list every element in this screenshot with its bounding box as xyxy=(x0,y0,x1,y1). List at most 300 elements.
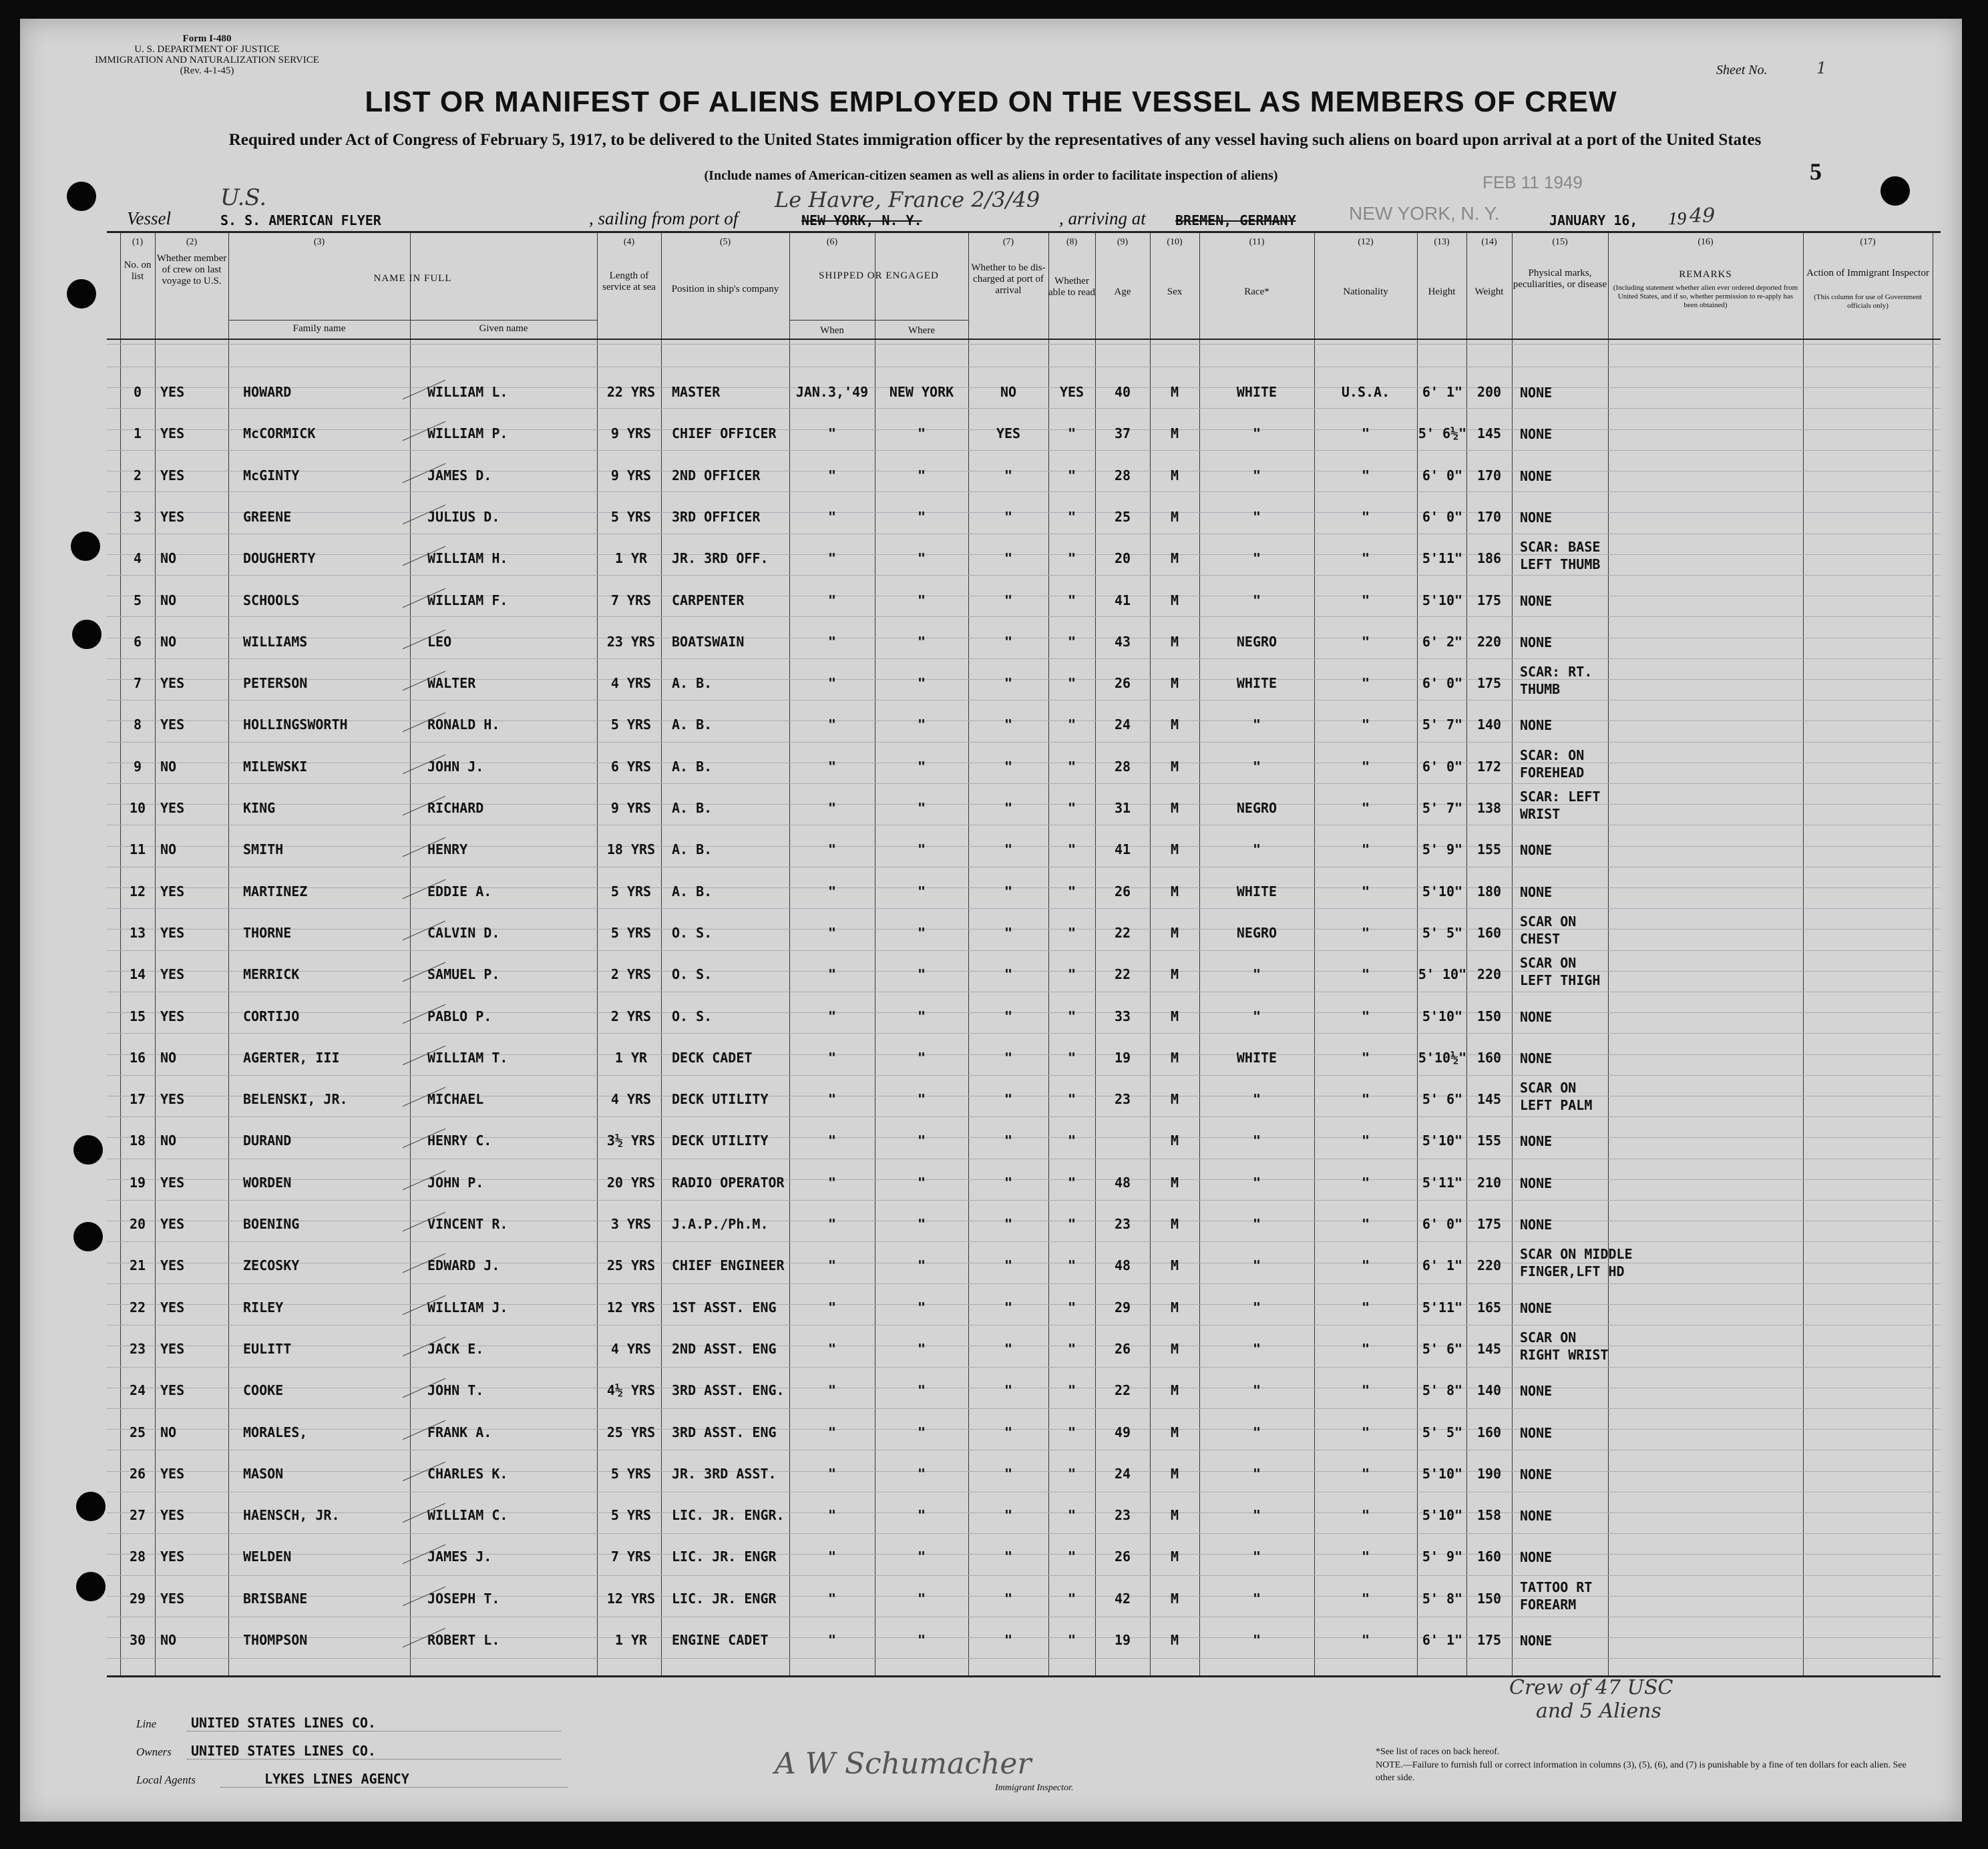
cell-where: " xyxy=(917,966,926,982)
cell-sex: M xyxy=(1170,1632,1179,1648)
cell-service: 3½ YRS xyxy=(606,1133,656,1149)
cell-service: 7 YRS xyxy=(610,1549,652,1565)
cell-sex: M xyxy=(1170,675,1179,691)
cell-weight: 160 xyxy=(1476,925,1502,941)
cell-read: YES xyxy=(1059,384,1084,400)
cell-height: 6' 0" xyxy=(1422,467,1463,483)
cell-read: " xyxy=(1067,925,1076,941)
cell-given: HENRY C. xyxy=(427,1133,492,1149)
cell-height: 6' 2" xyxy=(1422,634,1463,650)
cell-weight: 160 xyxy=(1476,1549,1502,1565)
column-number: (16) xyxy=(1698,237,1714,247)
crew-table xyxy=(107,231,1941,1677)
mark-line: NONE xyxy=(1520,426,1553,442)
cell-when: " xyxy=(827,1591,837,1607)
cell-family: EULITT xyxy=(243,1341,292,1357)
cell-disch: " xyxy=(1004,1133,1013,1149)
mark-line: NONE xyxy=(1520,1508,1553,1524)
cell-age: 22 xyxy=(1114,925,1131,941)
cell-service: 5 YRS xyxy=(610,1507,652,1523)
cell-last: YES xyxy=(160,1466,185,1482)
cell-last: YES xyxy=(160,966,185,982)
cell-no: 30 xyxy=(129,1632,146,1648)
cell-weight: 220 xyxy=(1476,966,1502,982)
cell-sex: M xyxy=(1170,1382,1179,1398)
table-row xyxy=(107,749,1941,787)
cell-position: MASTER xyxy=(672,384,721,400)
cell-where: " xyxy=(917,509,926,525)
cell-read: " xyxy=(1067,1341,1076,1357)
cell-weight: 186 xyxy=(1476,550,1502,566)
cell-no: 13 xyxy=(129,925,146,941)
cell-physical-marks xyxy=(1520,747,1673,781)
cell-sex: M xyxy=(1170,384,1179,400)
cell-where: " xyxy=(917,550,926,566)
cell-when: " xyxy=(827,1091,837,1107)
cell-no: 18 xyxy=(129,1133,146,1149)
cell-service: 4 YRS xyxy=(610,1341,652,1357)
cell-disch: " xyxy=(1004,1632,1013,1648)
cell-family: WORDEN xyxy=(243,1175,292,1191)
cell-nat: " xyxy=(1361,966,1370,982)
cell-where: " xyxy=(917,925,926,941)
cell-last: NO xyxy=(160,841,177,857)
cell-when: " xyxy=(827,1299,837,1315)
cell-read: " xyxy=(1067,1216,1076,1232)
table-row xyxy=(107,458,1941,495)
table-row xyxy=(107,1456,1941,1494)
cell-no: 28 xyxy=(129,1549,146,1565)
cell-read: " xyxy=(1067,1008,1076,1024)
cell-read: " xyxy=(1067,1175,1076,1191)
cell-given: WILLIAM C. xyxy=(427,1507,508,1523)
column-number: (9) xyxy=(1117,237,1129,247)
cell-position: 2ND ASST. ENG xyxy=(672,1341,777,1357)
cell-disch: " xyxy=(1004,550,1013,566)
cell-weight: 150 xyxy=(1476,1008,1502,1024)
cell-position: A. B. xyxy=(672,716,713,733)
table-row xyxy=(107,541,1941,578)
vessel-name: S. S. AMERICAN FLYER xyxy=(220,212,381,228)
cell-weight: 165 xyxy=(1476,1299,1502,1315)
cell-age: 23 xyxy=(1114,1091,1131,1107)
cell-disch: " xyxy=(1004,675,1013,691)
cell-nat: " xyxy=(1361,800,1370,816)
manifest-footer xyxy=(107,1676,1941,1796)
table-row xyxy=(107,874,1941,911)
cell-disch: " xyxy=(1004,1216,1013,1232)
cell-when: " xyxy=(827,509,837,525)
cell-disch: " xyxy=(1004,800,1013,816)
cell-last: YES xyxy=(160,1257,185,1273)
column-number: (15) xyxy=(1552,237,1568,247)
cell-where: NEW YORK xyxy=(889,384,954,400)
cell-service: 5 YRS xyxy=(610,1466,652,1482)
owners-value: UNITED STATES LINES CO. xyxy=(191,1743,376,1759)
cell-when: " xyxy=(827,550,837,566)
cell-sex: M xyxy=(1170,1175,1179,1191)
cell-no: 23 xyxy=(129,1341,146,1357)
mark-line: WRIST xyxy=(1520,806,1561,822)
cell-when: " xyxy=(827,1341,837,1357)
cell-no: 19 xyxy=(129,1175,146,1191)
cell-where: " xyxy=(917,1466,926,1482)
cell-disch: " xyxy=(1004,1341,1013,1357)
cell-last: YES xyxy=(160,1175,185,1191)
cell-service: 7 YRS xyxy=(610,592,652,608)
cell-read: " xyxy=(1067,467,1076,483)
cell-race: " xyxy=(1252,1341,1261,1357)
cell-height: 5'10" xyxy=(1422,1466,1463,1482)
cell-where: " xyxy=(917,1591,926,1607)
cell-given: JOHN J. xyxy=(427,759,484,775)
cell-family: WELDEN xyxy=(243,1549,292,1565)
cell-sex: M xyxy=(1170,467,1179,483)
cell-height: 5' 5" xyxy=(1422,1424,1463,1440)
cell-read: " xyxy=(1067,759,1076,775)
cell-race: " xyxy=(1252,1549,1261,1565)
mark-line: LEFT THUMB xyxy=(1520,556,1601,572)
table-row xyxy=(107,791,1941,828)
column-header-c13: Height xyxy=(1428,286,1456,297)
cell-no: 24 xyxy=(129,1382,146,1398)
column-header-c15: Physical marks, peculiarities, or disease xyxy=(1513,268,1607,290)
cell-weight: 220 xyxy=(1476,634,1502,650)
mark-line: TATTOO RT xyxy=(1520,1579,1593,1595)
table-row xyxy=(107,1165,1941,1203)
cell-age: 22 xyxy=(1114,966,1131,982)
cell-family: WILLIAMS xyxy=(243,634,308,650)
cell-height: 6' 0" xyxy=(1422,1216,1463,1232)
cell-height: 5' 7" xyxy=(1422,716,1463,733)
cell-sex: M xyxy=(1170,966,1179,982)
cell-weight: 160 xyxy=(1476,1050,1502,1066)
sheet-number: 1 xyxy=(1816,59,1827,77)
cell-given: WILLIAM J. xyxy=(427,1299,508,1315)
cell-read: " xyxy=(1067,1424,1076,1440)
cell-race: " xyxy=(1252,1382,1261,1398)
cell-disch: YES xyxy=(996,425,1021,441)
cell-age: 41 xyxy=(1114,592,1131,608)
cell-given: FRANK A. xyxy=(427,1424,492,1440)
cell-when: JAN.3,'49 xyxy=(795,384,869,400)
cell-nat: " xyxy=(1361,1175,1370,1191)
cell-race: WHITE xyxy=(1236,1050,1277,1066)
cell-family: HOWARD xyxy=(243,384,292,400)
cell-where: " xyxy=(917,841,926,857)
cell-family: McGINTY xyxy=(243,467,300,483)
cell-position: A. B. xyxy=(672,841,713,857)
cell-disch: " xyxy=(1004,1008,1013,1024)
cell-given: WILLIAM H. xyxy=(427,550,508,566)
cell-position: DECK UTILITY xyxy=(672,1091,769,1107)
mark-line: NONE xyxy=(1520,884,1553,900)
cell-no: 17 xyxy=(129,1091,146,1107)
cell-service: 9 YRS xyxy=(610,425,652,441)
cell-family: MASON xyxy=(243,1466,284,1482)
cell-race: " xyxy=(1252,1133,1261,1149)
cell-sex: M xyxy=(1170,925,1179,941)
arriving-port-struck: BREMEN, GERMANY xyxy=(1175,212,1296,228)
cell-race: " xyxy=(1252,1257,1261,1273)
cell-nat: " xyxy=(1361,1424,1370,1440)
table-row xyxy=(107,1373,1941,1410)
cell-height: 5' 9" xyxy=(1422,841,1463,857)
cell-disch: " xyxy=(1004,1466,1013,1482)
cell-height: 5' 8" xyxy=(1422,1591,1463,1607)
manifest-sheet xyxy=(20,19,1962,1822)
cell-race: " xyxy=(1252,759,1261,775)
cell-last: NO xyxy=(160,592,177,608)
mark-line: NONE xyxy=(1520,1050,1553,1066)
owners-label: Owners xyxy=(136,1745,172,1758)
cell-race: " xyxy=(1252,841,1261,857)
cell-nat: " xyxy=(1361,841,1370,857)
mark-line: NONE xyxy=(1520,1009,1553,1025)
cell-height: 5'10" xyxy=(1422,592,1463,608)
cell-last: YES xyxy=(160,425,185,441)
cell-read: " xyxy=(1067,841,1076,857)
mark-line: SCAR: ON xyxy=(1520,747,1585,763)
cell-family: RILEY xyxy=(243,1299,284,1315)
cell-physical-marks xyxy=(1520,841,1673,859)
cell-physical-marks xyxy=(1520,1245,1673,1280)
cell-last: YES xyxy=(160,509,185,525)
cell-nat: " xyxy=(1361,1216,1370,1232)
cell-disch: " xyxy=(1004,1257,1013,1273)
cell-nat: " xyxy=(1361,1257,1370,1273)
cell-read: " xyxy=(1067,550,1076,566)
cell-no: 25 xyxy=(129,1424,146,1440)
cell-given: HENRY xyxy=(427,841,468,857)
cell-weight: 200 xyxy=(1476,384,1502,400)
cell-service: 4 YRS xyxy=(610,1091,652,1107)
cell-height: 6' 1" xyxy=(1422,1632,1463,1648)
cell-where: " xyxy=(917,1091,926,1107)
cell-read: " xyxy=(1067,634,1076,650)
binder-hole xyxy=(72,620,102,649)
cell-position: O. S. xyxy=(672,1008,713,1024)
binder-hole xyxy=(67,182,96,211)
cell-service: 4 YRS xyxy=(610,675,652,691)
table-row xyxy=(107,1415,1941,1452)
cell-nat: " xyxy=(1361,467,1370,483)
cell-height: 5'10" xyxy=(1422,1133,1463,1149)
cell-age: 28 xyxy=(1114,759,1131,775)
cell-given: LEO xyxy=(427,634,452,650)
column-number: (8) xyxy=(1066,237,1078,247)
cell-position: O. S. xyxy=(672,925,713,941)
cell-when: " xyxy=(827,1257,837,1273)
cell-when: " xyxy=(827,759,837,775)
sailing-port: NEW YORK, N. Y. xyxy=(801,212,922,228)
column-header-c2: Whether member of crew on last voyage to U.S. xyxy=(156,253,227,286)
cell-sex: M xyxy=(1170,592,1179,608)
cell-age: 48 xyxy=(1114,1175,1131,1191)
cell-family: AGERTER, III xyxy=(243,1050,340,1066)
cell-family: BELENSKI, JR. xyxy=(243,1091,348,1107)
cell-no: 10 xyxy=(129,800,146,816)
cell-service: 5 YRS xyxy=(610,509,652,525)
cell-read: " xyxy=(1067,966,1076,982)
mark-line: NONE xyxy=(1520,717,1553,733)
cell-when: " xyxy=(827,1382,837,1398)
cell-no: 0 xyxy=(133,384,142,400)
cell-nat: " xyxy=(1361,1382,1370,1398)
cell-height: 6' 1" xyxy=(1422,1257,1463,1273)
cell-age: 25 xyxy=(1114,509,1131,525)
cell-physical-marks xyxy=(1520,954,1673,989)
cell-race: " xyxy=(1252,1424,1261,1440)
column-header-c6: SHIPPED OR ENGAGED xyxy=(819,270,939,281)
cell-when: " xyxy=(827,800,837,816)
cell-race: WHITE xyxy=(1236,883,1277,899)
cell-height: 5' 6" xyxy=(1422,1091,1463,1107)
cell-age: 22 xyxy=(1114,1382,1131,1398)
mark-line: NONE xyxy=(1520,1300,1553,1316)
cell-weight: 175 xyxy=(1476,675,1502,691)
inspector-signature: A W Schumacher xyxy=(775,1747,1032,1781)
cell-family: SCHOOLS xyxy=(243,592,300,608)
cell-sex: M xyxy=(1170,1591,1179,1607)
mark-line: SCAR: RT. xyxy=(1520,664,1593,680)
table-row xyxy=(107,1123,1941,1161)
cell-physical-marks xyxy=(1520,1466,1673,1483)
cell-race: WHITE xyxy=(1236,675,1277,691)
cell-read: " xyxy=(1067,1257,1076,1273)
mark-line: LEFT PALM xyxy=(1520,1097,1593,1113)
cell-family: McCORMICK xyxy=(243,425,316,441)
cell-given: JOHN P. xyxy=(427,1175,484,1191)
cell-physical-marks xyxy=(1520,913,1673,948)
cell-family: MILEWSKI xyxy=(243,759,308,775)
cell-weight: 145 xyxy=(1476,1091,1502,1107)
cell-disch: " xyxy=(1004,592,1013,608)
cell-family: THOMPSON xyxy=(243,1632,308,1648)
cell-age: 37 xyxy=(1114,425,1131,441)
column-number: (13) xyxy=(1434,237,1450,247)
cell-no: 8 xyxy=(133,716,142,733)
cell-weight: 145 xyxy=(1476,425,1502,441)
cell-sex: M xyxy=(1170,883,1179,899)
cell-family: BRISBANE xyxy=(243,1591,308,1607)
cell-age: 41 xyxy=(1114,841,1131,857)
cell-disch: " xyxy=(1004,883,1013,899)
table-row xyxy=(107,1207,1941,1244)
column-header-c6b: Where xyxy=(908,325,935,336)
cell-race: " xyxy=(1252,716,1261,733)
cell-physical-marks xyxy=(1520,788,1673,823)
cell-position: RADIO OPERATOR xyxy=(672,1175,785,1191)
page-number: 5 xyxy=(1810,158,1822,185)
cell-no: 9 xyxy=(133,759,142,775)
cell-race: " xyxy=(1252,1632,1261,1648)
cell-sex: M xyxy=(1170,1257,1179,1273)
cell-family: BOENING xyxy=(243,1216,300,1232)
cell-read: " xyxy=(1067,1591,1076,1607)
cell-when: " xyxy=(827,1050,837,1066)
cell-disch: " xyxy=(1004,1507,1013,1523)
cell-given: WILLIAM F. xyxy=(427,592,508,608)
sailing-handwritten: Le Havre, France 2/3/49 xyxy=(775,187,1040,212)
cell-service: 12 YRS xyxy=(606,1299,656,1315)
mark-line: NONE xyxy=(1520,1633,1553,1649)
cell-where: " xyxy=(917,1257,926,1273)
cell-nat: " xyxy=(1361,592,1370,608)
cell-height: 6' 0" xyxy=(1422,759,1463,775)
cell-nat: " xyxy=(1361,1507,1370,1523)
cell-family: MORALES, xyxy=(243,1424,308,1440)
binder-hole xyxy=(71,532,100,561)
cell-height: 6' 0" xyxy=(1422,509,1463,525)
column-number: (10) xyxy=(1167,237,1183,247)
cell-physical-marks xyxy=(1520,592,1673,610)
cell-height: 5' 7" xyxy=(1422,800,1463,816)
cell-race: " xyxy=(1252,425,1261,441)
mark-line: NONE xyxy=(1520,1133,1553,1149)
binder-hole xyxy=(73,1222,103,1251)
cell-position: 3RD ASST. ENG xyxy=(672,1424,777,1440)
cell-no: 4 xyxy=(133,550,142,566)
cell-family: KING xyxy=(243,800,276,816)
cell-service: 12 YRS xyxy=(606,1591,656,1607)
cell-physical-marks xyxy=(1520,467,1673,485)
cell-where: " xyxy=(917,1008,926,1024)
cell-weight: 138 xyxy=(1476,800,1502,816)
cell-given: EDWARD J. xyxy=(427,1257,500,1273)
cell-position: CHIEF ENGINEER xyxy=(672,1257,785,1273)
cell-race: " xyxy=(1252,1175,1261,1191)
cell-service: 6 YRS xyxy=(610,759,652,775)
cell-no: 15 xyxy=(129,1008,146,1024)
cell-weight: 140 xyxy=(1476,716,1502,733)
cell-family: COOKE xyxy=(243,1382,284,1398)
cell-nat: " xyxy=(1361,1299,1370,1315)
cell-when: " xyxy=(827,1216,837,1232)
column-header-c11: Race* xyxy=(1244,286,1269,297)
subtitle-note: (Include names of American-citizen seamen as well as aliens in order to facilitate inspection of aliens) xyxy=(704,168,1278,183)
cell-weight: 175 xyxy=(1476,1216,1502,1232)
cell-service: 1 YR xyxy=(614,1632,648,1648)
cell-service: 18 YRS xyxy=(606,841,656,857)
cell-given: VINCENT R. xyxy=(427,1216,508,1232)
cell-service: 5 YRS xyxy=(610,925,652,941)
mark-line: RIGHT WRIST xyxy=(1520,1347,1609,1363)
cell-weight: 210 xyxy=(1476,1175,1502,1191)
cell-sex: M xyxy=(1170,1008,1179,1024)
sailing-label: , sailing from port of xyxy=(589,208,739,228)
cell-weight: 172 xyxy=(1476,759,1502,775)
cell-sex: M xyxy=(1170,509,1179,525)
cell-where: " xyxy=(917,1424,926,1440)
cell-where: " xyxy=(917,1549,926,1565)
cell-last: YES xyxy=(160,384,185,400)
table-row xyxy=(107,707,1941,745)
cell-service: 20 YRS xyxy=(606,1175,656,1191)
cell-sex: M xyxy=(1170,1424,1179,1440)
inspector-label: Immigrant Inspector. xyxy=(995,1783,1074,1793)
table-row xyxy=(107,1082,1941,1119)
cell-family: GREENE xyxy=(243,509,292,525)
mark-line: NONE xyxy=(1520,634,1553,650)
cell-read: " xyxy=(1067,592,1076,608)
mark-line: SCAR: BASE xyxy=(1520,539,1601,555)
cell-given: JACK E. xyxy=(427,1341,484,1357)
cell-read: " xyxy=(1067,509,1076,525)
cell-race: NEGRO xyxy=(1236,634,1277,650)
cell-nat: " xyxy=(1361,550,1370,566)
cell-race: " xyxy=(1252,467,1261,483)
